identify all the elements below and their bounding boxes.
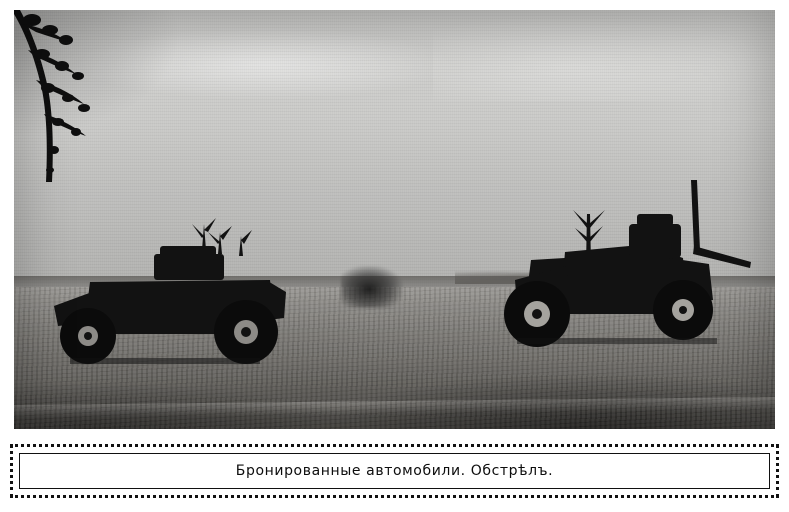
shell-burst: [341, 266, 403, 308]
caption-text: Бронированные автомобили. Обстрѣлъ.: [235, 463, 554, 479]
caption-inner-border: [19, 453, 770, 489]
armoured-car-left: [34, 210, 314, 370]
photograph-frame: [14, 10, 775, 429]
foreground-tree-branch-icon: [14, 10, 144, 190]
caption-box: [10, 444, 779, 498]
photograph: [14, 10, 775, 429]
armoured-car-right: [469, 180, 769, 370]
